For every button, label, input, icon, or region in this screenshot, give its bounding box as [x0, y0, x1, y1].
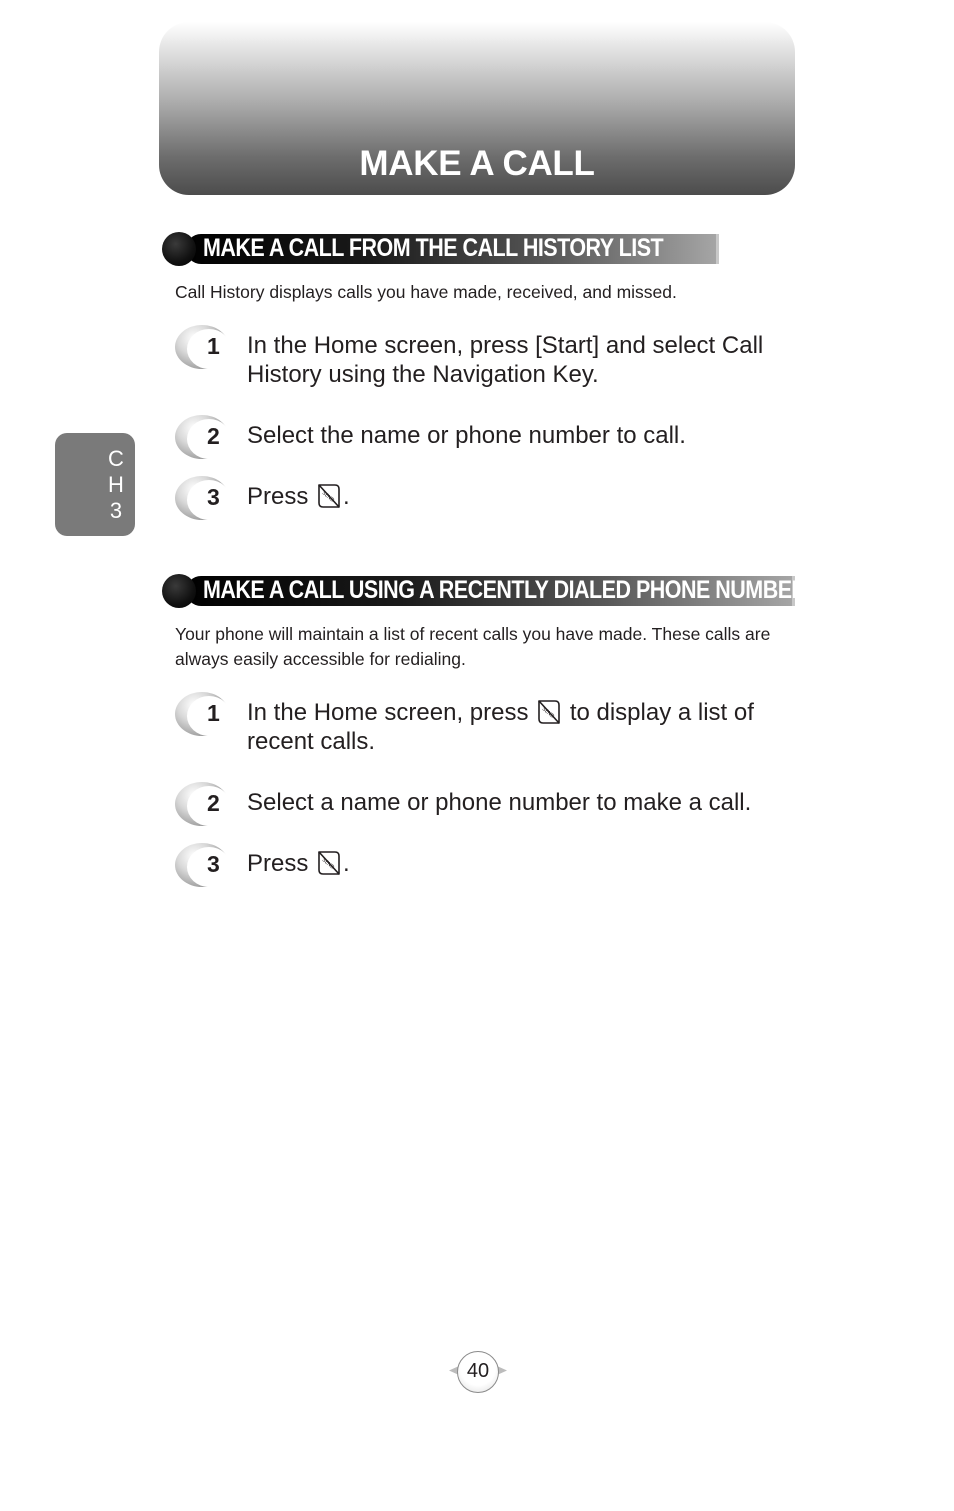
step-number: 3 [207, 851, 220, 877]
chapter-letter: C [108, 446, 124, 471]
step-text-before: In the Home screen, press [247, 699, 529, 726]
step-text [247, 849, 807, 878]
page-number: 40 [466, 1360, 490, 1382]
step-badge [175, 692, 229, 736]
step-badge [175, 415, 229, 459]
header-banner [159, 22, 795, 195]
step-text [247, 698, 807, 756]
section-header-call-history [162, 232, 722, 266]
chapter-tab [55, 433, 135, 536]
step-text [247, 482, 807, 511]
step-badge [175, 843, 229, 887]
step-badge [175, 782, 229, 826]
chapter-tab-label [104, 446, 128, 524]
step-badge [175, 476, 229, 520]
step-number: 1 [207, 700, 220, 726]
step-text-before: Press [247, 483, 309, 510]
step-text: In the Home screen, press [Start] and select Call History using the Navigation Key. [247, 332, 764, 388]
send-key-icon [317, 483, 341, 509]
send-key-icon [317, 850, 341, 876]
section-bullet-icon [162, 574, 196, 608]
step-text-after: . [343, 483, 350, 510]
section-bullet-icon [162, 232, 196, 266]
send-key-icon [537, 699, 561, 725]
page-number-badge [449, 1350, 507, 1392]
step-text-after: to display a list of recent calls. [247, 699, 754, 755]
chapter-letter: H [108, 472, 124, 497]
section-intro: Your phone will maintain a list of recent calls you have made. These calls are always easily accessible for redialing. [175, 624, 771, 669]
step-number: 2 [207, 423, 220, 449]
section-title: MAKE A CALL USING A RECENTLY DIALED PHONE NUMBER [203, 576, 807, 604]
step-number: 2 [207, 790, 220, 816]
step-text-before: Press [247, 850, 309, 877]
step-number: 3 [207, 484, 220, 510]
section-intro: Call History displays calls you have made, received, and missed. [175, 282, 677, 302]
step-number: 1 [207, 333, 220, 359]
step-text: Select a name or phone number to make a call. [247, 789, 752, 816]
step-badge [175, 325, 229, 369]
chapter-number: 3 [109, 498, 123, 523]
step-text-after: . [343, 850, 350, 877]
section-title: MAKE A CALL FROM THE CALL HISTORY LIST [203, 234, 664, 262]
step-text: Select the name or phone number to call. [247, 422, 686, 449]
page-title: MAKE A CALL [359, 144, 595, 183]
section-header-recently-dialed [162, 574, 807, 608]
